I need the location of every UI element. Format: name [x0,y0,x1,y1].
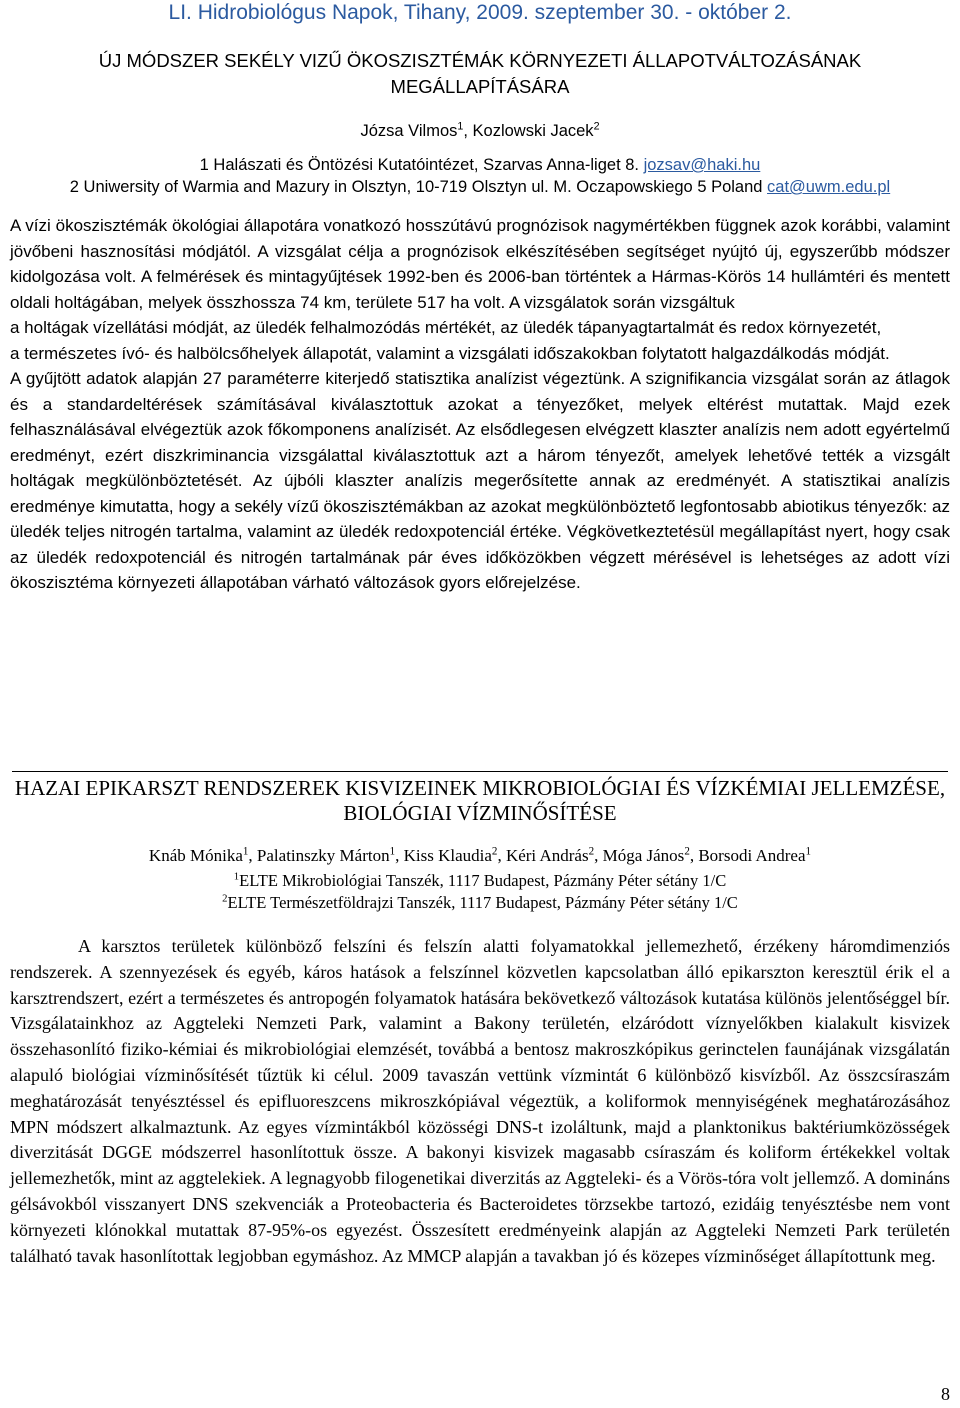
email-link[interactable]: cat@uwm.edu.pl [767,178,891,196]
affiliation-1: 1 Halászati és Öntözési Kutatóintézet, Szarvas Anna-liget 8. jozsav@haki.hu [199,156,761,174]
author-name: Borsodi Andrea [698,846,806,865]
paragraph: a természetes ívó- és halbölcsőhelyek állapotát, valamint a vizsgálati időszakokban folytatott halgazdálkodás módját. [10,343,890,363]
author-name: Kéri András [505,846,589,865]
abstract-2-body: A karsztos területek különböző felszíni és felszín alatti folyamatokkal jellemezhető, érzékeny háromdimenziós rendszerek. A szennyezések és egyéb, káros hatások a felszínnel közvetlen kapcsolatban álló epikarszton keresztül érik el a karsztrendszert, ezért a természetes és antropogén folyamatok hatására bekövetkező változások kutatása különös jelentőséggel bír. Vizsgálatainkhoz az Aggteleki Nemzeti Park, valamint a Bakony területén, elzáródott víznyelőkben kialakult kisvizek összehasonlító fiziko-kémiai és mikrobiológiai elemzését, továbbá a bentosz makroszkópikus gerinctelen faunájának vizsgálatán alapuló biológiai vízminősítését tűztük ki célul. 2009 tavaszán vettünk vízmintát 6 különböző kisvízből. Az összcsíraszám meghatározását tenyésztéssel és epifluoreszcens mikroszkópiával végeztük, a koliformok mennyiségének meghatározásához MPN módszert alkalmaztunk. Az egyes vízmintákból közösségi DNS-t izoláltunk, majd a planktonikus baktériumközösségek diverzitását DGGE módszerrel hasonlítottuk össze. A bakonyi kisvizek magasabb csíraszám és koliform értékekkel voltak jellemezhetők, mint az aggtelekiek. A legnagyobb filogenetikai diverzitás az Aggteleki- és a Vörös-tóra volt jellemző. A domináns gélsávokból visszanyert DNS szekvenciák a Proteobacteria és Bacteroidetes törzsekbe tartozó, ezidáig tenyésztésbe nem vont környezeti klónokkal mutattak 87-95%-os egyezést. Összesített eredményeink alapján az Aggteleki Nemzeti Park területén található tavak hasonlítottak legjobban egymáshoz. Az MMCP alapján a tavakban jó és közepes vízminőséget állapítottunk meg. [10,936,950,1266]
author-affil-mark: 2 [588,845,595,858]
author-affil-mark: 2 [491,845,498,858]
author-affil-mark: 2 [684,845,690,858]
author-name: Kiss Klaudia [403,846,492,865]
affiliation-1: $^1$ELTE Mikrobiológiai Tanszék, 1117 Budapest, Pázmány Péter sétány 1/C [233,870,727,890]
abstract-2-affiliations [10,870,950,914]
author-name: Palatinszky Márton [256,846,390,865]
affiliation-2: 2 Uniwersity of Warmia and Mazury in Olsztyn, 10-719 Olsztyn ul. M. Oczapowskiego 5 Poland cat@uwm.edu.pl [69,178,891,196]
abstract-2-title: HAZAI EPIKARSZT RENDSZEREK KISVIZEINEK MIKROBIOLÓGIAI ÉS VÍZKÉMIAI JELLEMZÉSE, BIOLÓGIAI VÍZMINŐSÍTÉSE [14,776,946,825]
email-link[interactable]: jozsav@haki.hu [643,156,761,174]
affiliation-2: $^2$ELTE Természetföldrajzi Tanszék, 1117 Budapest, Pázmány Péter sétány 1/C [222,892,738,912]
author-affil-mark: 1 [389,845,396,858]
abstract-1-affiliations [10,154,950,198]
author-affil-mark: 1 [242,845,249,858]
paragraph: A gyűjtött adatok alapján 27 paraméterre kiterjedő statisztika analízist végeztünk. A szignifikancia vizsgálat során az átlagok és a standardeltérések számításával kiválasztottuk azokat a tényezőket, melyek eltérést mutattak. Majd ezek felhasználásával elvégeztük azok főkomponens analízisét. Az elsődlegesen elvégzett klaszter analízis nem adott egyértelmű eredményt, ezért diszkriminancia vizsgálattal kiválasztottuk azt a három tényezőt, amelyek lehetővé tették a vizsgált holtágak megkülönböztetését. Az újbóli klaszter analízis megerősítette annak az eredményét. A statisztikai analízis eredménye kimutatta, hogy a sekély vízű ökoszisztémákban az azokat megkülönböztető legfontosabb abiotikus tényezők: az üledék teljes nitrogén tartalma, valamint az üledék redoxpotenciál értéke. Végkövetkeztetésül megállapítást nyert, hogy csak az üledék redoxpotenciál és nitrogén tartalmának pár éves időközökben végzett mérésével is lehetséges az adott vízi ökoszisztéma környezeti állapotában várható változások gyors előrejelzése. [10,369,950,592]
running-header: LI. Hidrobiológus Napok, Tihany, 2009. szeptember 30. - október 2. [168,1,792,24]
abstract-2-authors: Knáb Mónika$^1$, Palatinszky Márton$^1$, Kiss Klaudia$^2$, Kéri András$^2$, Móga János$^2$, Borsodi Andrea$^1$ [148,845,812,865]
abstract-1-body [10,213,950,596]
abstract-1-title: ÚJ MÓDSZER SEKÉLY VIZŰ ÖKOSZISZTÉMÁK KÖRNYEZETI ÁLLAPOTVÁLTOZÁSÁNAK MEGÁLLAPÍTÁSÁRA [98,50,862,97]
abstract-2 [10,776,950,1269]
page-number: 8 [941,1384,950,1404]
abstract-1 [10,48,950,596]
section-divider [12,771,948,772]
author-name: Kozlowski Jacek [472,122,594,140]
author-name: Móga János [602,846,685,865]
author-name: Knáb Mónika [148,846,243,865]
paragraph: A vízi ökoszisztémák ökológiai állapotára vonatkozó hosszútávú prognózisok nagymértékben függnek azok korábbi, valamint jövőbeni hasznosítási módjától. A vizsgálat célja a prognózisok elkészítésében segítséget nyújtó új, egyszerűbb módszer kidolgozása volt. A felmérések és mintagyűjtések 1992-ben és 2006-ban történtek a Hármas-Körös 14 hullámtéri és mentett oldali holtágában, melyek összhossza 74 km, területe 517 ha volt. A vizsgálatok során vizsgáltuk [10,216,950,312]
author-affil-mark: 1 [805,845,812,858]
abstract-1-authors: Józsa Vilmos$^1$, Kozlowski Jacek$^2$ [360,120,600,140]
author-name: Józsa Vilmos [360,122,458,140]
author-affil-mark: 1 [457,120,464,133]
author-affil-mark: 2 [593,120,600,133]
paragraph: a holtágak vízellátási módját, az üledék felhalmozódás mértékét, az üledék tápanyagtartalmát és redox környezetét, [10,318,882,337]
